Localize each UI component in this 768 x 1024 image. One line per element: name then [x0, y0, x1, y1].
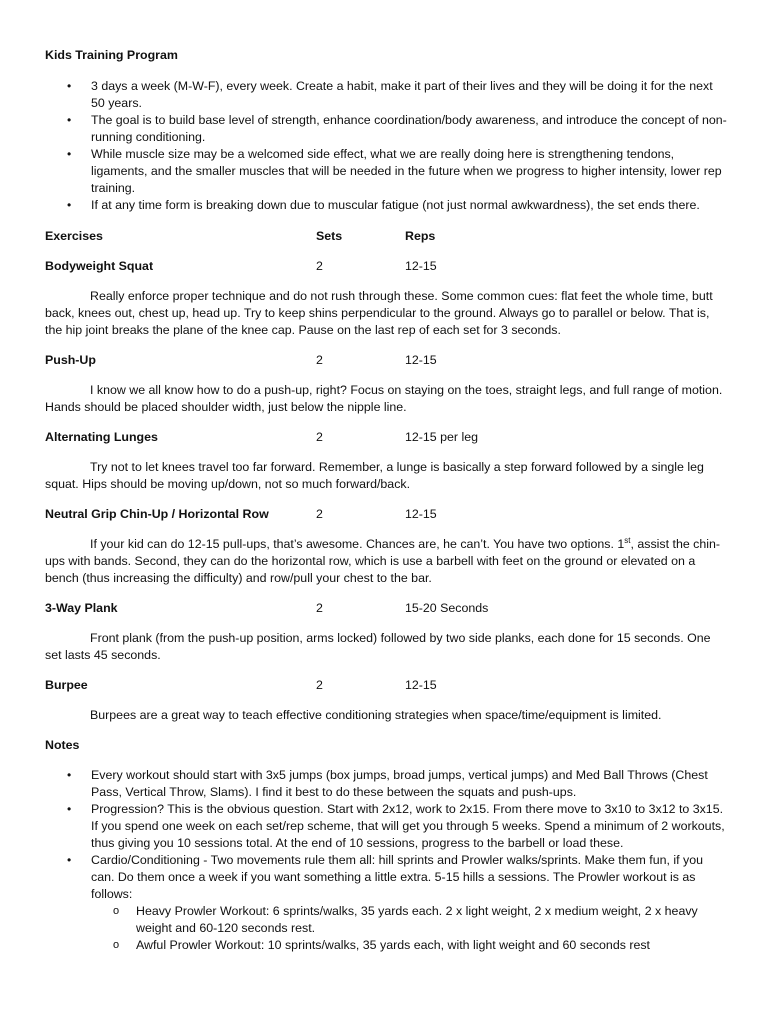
- note-item: [45, 852, 728, 903]
- header-reps: Reps: [405, 229, 436, 243]
- note-item: • Every workout should start with 3x5 jumps (box jumps, broad jumps, vertical jumps) and Med Ball Throws (Chest Pass, Vertical Throw, Slams). I find it best to do these between the squats and push-ups.: [45, 767, 728, 801]
- notes-heading: Notes: [45, 738, 80, 752]
- description-text: If your kid can do 12-15 pull-ups, that’s awesome. Chances are, he can’t. You have two options. 1: [90, 537, 625, 551]
- exercise-row: [45, 677, 728, 694]
- exercise-name: Bodyweight Squat: [45, 259, 154, 273]
- ordinal-superscript: st: [624, 535, 631, 545]
- header-sets: Sets: [316, 229, 343, 243]
- note-text: Cardio/Conditioning - Two movements rule them all: hill sprints and Prowler walks/sprints. Make them fun, if you can. Do them once a week if you want something a little extra. 5-15 hills a sessions. The Prowler workout is as follows:: [91, 853, 703, 901]
- exercise-reps: 12-15: [405, 678, 437, 692]
- exercise-row: [45, 429, 728, 446]
- exercise-sets: 2: [316, 601, 323, 615]
- exercise-reps: 12-15: [405, 353, 437, 367]
- exercise-reps: 12-15 per leg: [405, 430, 479, 444]
- exercise-sets: 2: [316, 259, 323, 273]
- intro-bullet-list: [45, 78, 728, 214]
- exercise-row: [45, 600, 728, 617]
- exercise-sets: 2: [316, 678, 323, 692]
- exercise-row: [45, 258, 728, 275]
- exercise-description: Try not to let knees travel too far forward. Remember, a lunge is basically a step forward followed by a single leg squat. Hips should be moving up/down, not so much forward/back.: [45, 460, 704, 491]
- exercise-row: [45, 352, 728, 369]
- prowler-workout-item: o Awful Prowler Workout: 10 sprints/walks, 35 yards each, with light weight and 60 seconds rest: [45, 937, 728, 954]
- prowler-workout-item: o Heavy Prowler Workout: 6 sprints/walks, 35 yards each. 2 x light weight, 2 x medium weight, 2 x heavy weight and 60-120 seconds rest.: [45, 903, 728, 937]
- exercise-description: [45, 536, 728, 587]
- exercise-name: Burpee: [45, 678, 88, 692]
- exercise-row: [45, 506, 728, 523]
- exercise-description: Front plank (from the push-up position, arms locked) followed by two side planks, each done for 15 seconds. One set lasts 45 seconds.: [45, 631, 711, 662]
- exercise-reps: 15-20 Seconds: [405, 601, 489, 615]
- exercise-sets: 2: [316, 430, 323, 444]
- exercise-reps: 12-15: [405, 507, 437, 521]
- table-header-row: [45, 228, 728, 245]
- exercise-name: Push-Up: [45, 353, 96, 367]
- exercise-sets: 2: [316, 353, 323, 367]
- header-exercise: Exercises: [45, 229, 103, 243]
- exercise-reps: 12-15: [405, 259, 437, 273]
- exercise-description: I know we all know how to do a push-up, right? Focus on staying on the toes, straight legs, and full range of motion. Hands should be placed shoulder width, just below the nipple line.: [45, 383, 723, 414]
- document-title: Kids Training Program: [45, 48, 178, 62]
- exercise-description: Burpees are a great way to teach effective conditioning strategies when space/time/equipment is limited.: [90, 708, 662, 722]
- description-text: , assist the chin-ups with bands. Second, they can do the horizontal row, which is use a barbell with feet on the ground or elevated on a bench (thus increasing the difficulty) and row/pull your chest to the bar.: [45, 537, 721, 585]
- prowler-workout-list: [45, 903, 728, 954]
- intro-bullet: • The goal is to build base level of strength, enhance coordination/body awareness, and introduce the concept of non-running conditioning.: [45, 112, 728, 146]
- intro-bullet: • 3 days a week (M-W-F), every week. Create a habit, make it part of their lives and they will be doing it for the next 50 years.: [45, 78, 728, 112]
- exercise-name: 3-Way Plank: [45, 601, 118, 615]
- intro-bullet: • While muscle size may be a welcomed side effect, what we are really doing here is strengthening tendons, ligaments, and the smaller muscles that will be needed in the future when we progress to higher intensity, lower rep training.: [45, 146, 728, 197]
- exercise-name: Alternating Lunges: [45, 430, 158, 444]
- exercise-sets: 2: [316, 507, 323, 521]
- exercise-description: Really enforce proper technique and do not rush through these. Some common cues: flat feet the whole time, butt back, knees out, chest up, head up. Try to keep shins perpendicular to the ground. Always go to parallel or below. That is, the hip joint breaks the plane of the knee cap. Pause on the last rep of each set for 3 seconds.: [45, 289, 713, 337]
- note-item: • Progression? This is the obvious question. Start with 2x12, work to 2x15. From there move to 3x10 to 3x12 to 3x15. If you spend one week on each set/rep scheme, that will get you through 5 weeks. Spend a minimum of 2 workouts, thus giving you 10 sessions total. At the end of 10 sessions, progress to the barbell or load these.: [45, 801, 728, 852]
- notes-list: [45, 767, 728, 903]
- exercise-name: Neutral Grip Chin-Up / Horizontal Row: [45, 507, 269, 521]
- intro-bullet: • If at any time form is breaking down due to muscular fatigue (not just normal awkwardness), the set ends there.: [45, 197, 728, 214]
